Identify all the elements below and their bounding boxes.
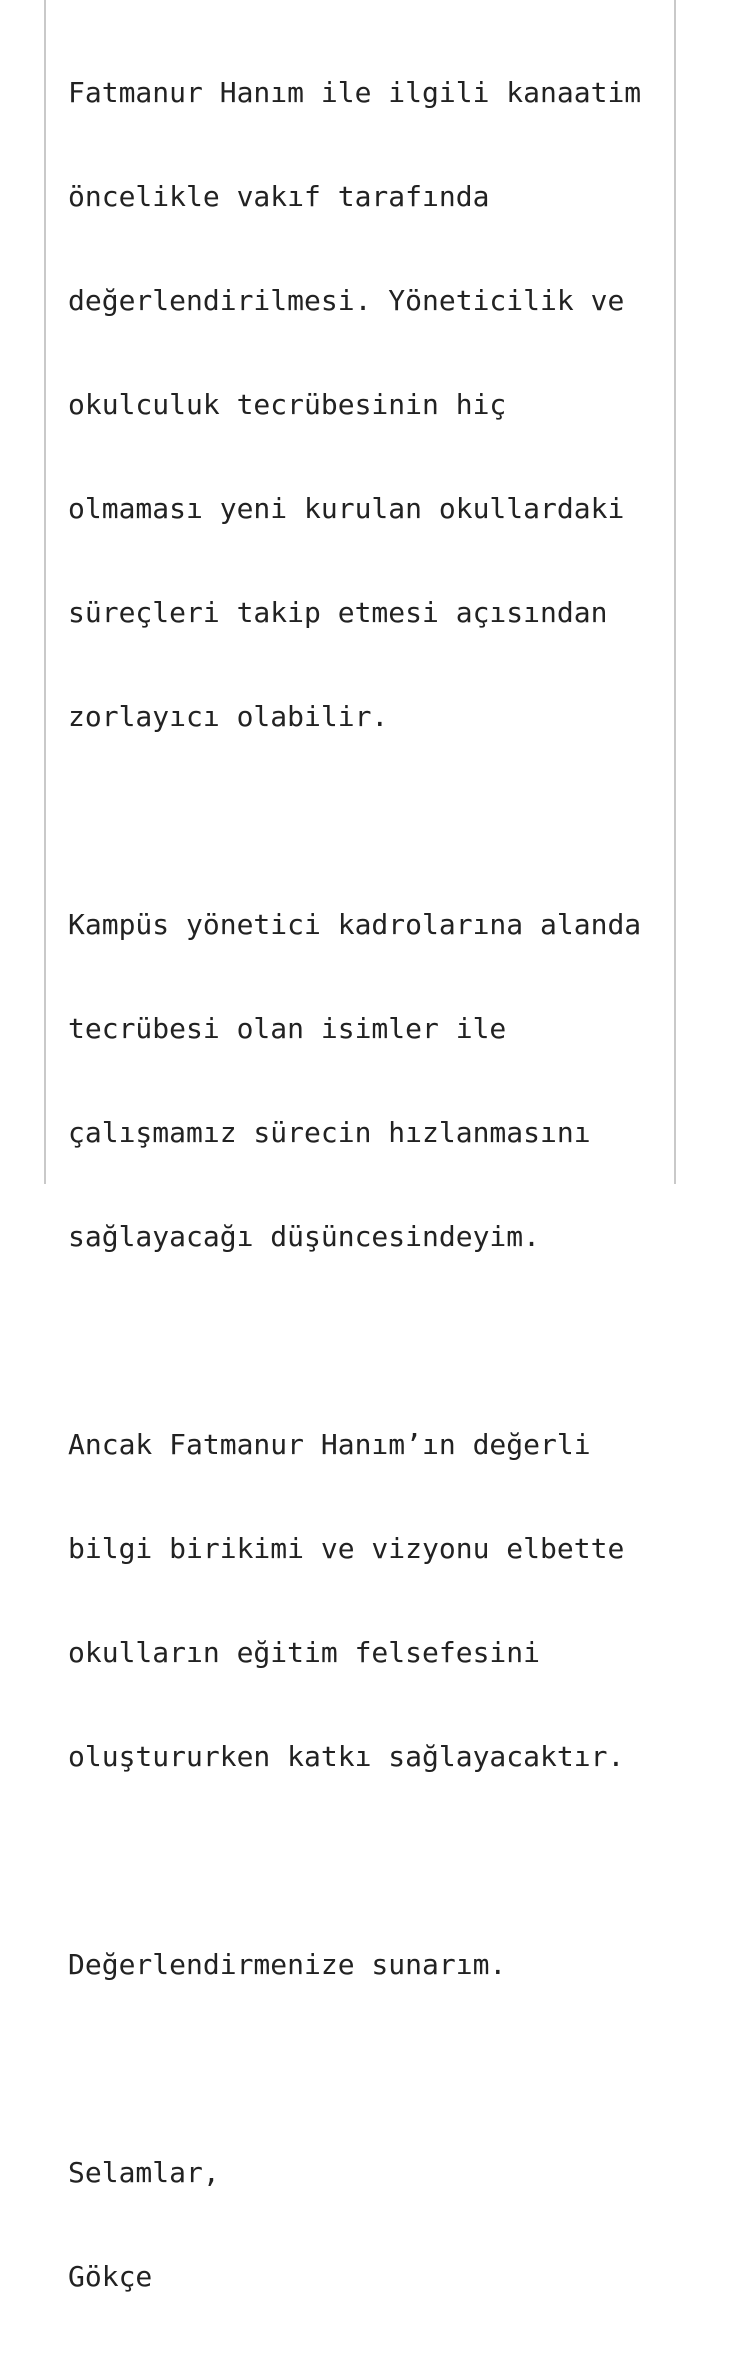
- text-line: öncelikle vakıf tarafında: [68, 180, 490, 213]
- email-signoff: [68, 2095, 658, 2355]
- text-line: olmaması yeni kurulan okullardaki: [68, 492, 625, 525]
- text-line: Kampüs yönetici kadrolarına alanda: [68, 908, 642, 941]
- text-line: okulculuk tecrübesinin hiç: [68, 388, 507, 421]
- email-message-frame: [44, 0, 676, 2293]
- text-line: süreçleri takip etmesi açısından: [68, 596, 608, 629]
- email-paragraph-3: [68, 1367, 658, 1835]
- text-line: sağlayacağı düşüncesindeyim.: [68, 1220, 541, 1253]
- text-line: tecrübesi olan isimler ile: [68, 1012, 507, 1045]
- text-line: değerlendirilmesi. Yöneticilik ve: [68, 284, 625, 317]
- text-line: okulların eğitim felsefesini: [68, 1636, 541, 1669]
- email-paragraph-1: [68, 15, 658, 795]
- signature-name: Gökçe: [68, 2260, 153, 2293]
- email-body: [68, 15, 658, 2368]
- text-line: Fatmanur Hanım ile ilgili kanaatim: [68, 76, 642, 109]
- text-line: zorlayıcı olabilir.: [68, 700, 389, 733]
- text-line: oluştururken katkı sağlayacaktır.: [68, 1740, 625, 1773]
- text-line: Değerlendirmenize sunarım.: [68, 1948, 507, 1981]
- text-line: Ancak Fatmanur Hanım’ın değerli: [68, 1428, 591, 1461]
- email-paragraph-4: [68, 1887, 658, 2043]
- text-line: bilgi birikimi ve vizyonu elbette: [68, 1532, 625, 1565]
- email-paragraph-2: [68, 847, 658, 1315]
- text-line: çalışmamız sürecin hızlanmasını: [68, 1116, 591, 1149]
- closing-text: Selamlar,: [68, 2156, 220, 2189]
